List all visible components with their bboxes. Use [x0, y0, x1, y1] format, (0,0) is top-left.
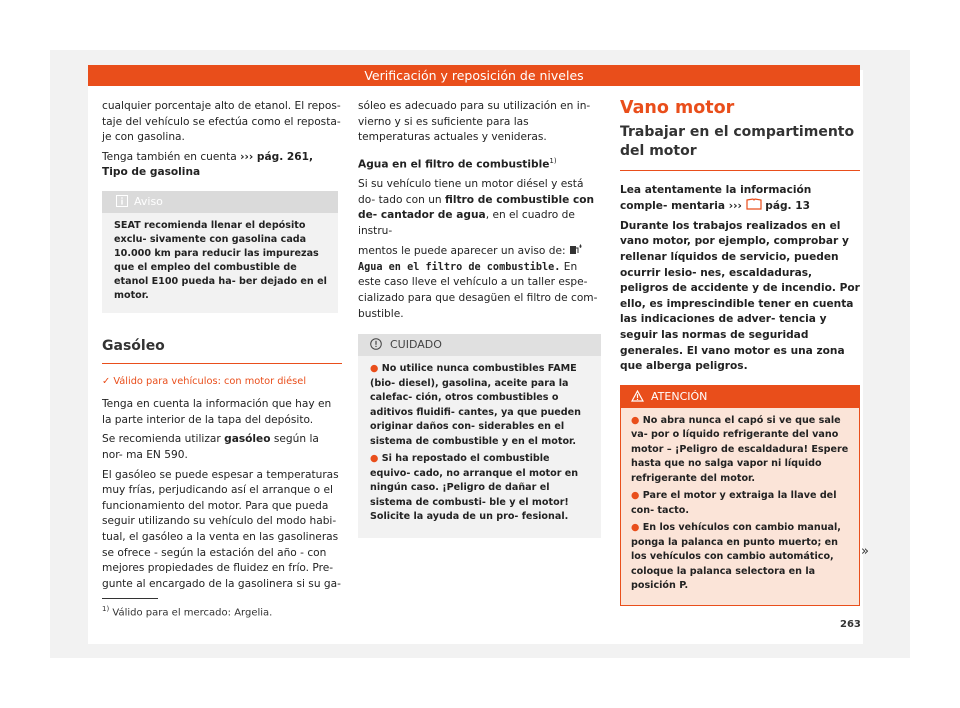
- trabajar-heading: Trabajar en el compartimento del motor: [620, 123, 860, 171]
- bullet: ●: [370, 363, 382, 375]
- footnote: $^{1)}$ Válido para el mercado: Argelia.: [102, 605, 273, 619]
- paragraph: El gasóleo se puede espesar a temperaturas muy frías, perjudicando así el arranque o el funcionamiento del motor. Para que pueda seguir utilizando su vehículo del modo habi- tual, el gasóleo a la venta en las gasolineras se ofrece - según la estación del año - con mejores propiedades de fluidez en frío. Pre- gunte al encargado de la gasolinera si su ga-: [102, 468, 341, 590]
- column-middle: [358, 99, 603, 538]
- footnote-divider: [102, 598, 158, 599]
- footnote-ref: 1): [549, 156, 557, 165]
- validity-note: ✓ Válido para vehículos: con motor diésel: [102, 375, 307, 387]
- paragraph: Si su vehículo tiene un motor diésel y está do- tado con un filtro de combustible con de- cantador de agua, en el cuadro de instru-: [358, 177, 595, 237]
- atencion-warning-box: [620, 385, 860, 606]
- list-item: ● Si ha repostado el combustible equivo- cado, no arranque el motor en ningún caso. ¡Peligro de dañar el sistema de combusti- ble y el motor! Solicite la ayuda de un pro- fesional.: [370, 453, 579, 523]
- list-item: ● No abra nunca el capó si ve que sale va- por o líquido refrigerante del vano motor – ¡Peligro de escaldadura! Espere hasta que no salga vapor ni líquido refrigerante del motor.: [631, 414, 849, 484]
- filtro-heading: Agua en el filtro de combustible$^{1)}$: [358, 156, 557, 171]
- list-item: ● Pare el motor y extraiga la llave del con- tacto.: [631, 490, 837, 516]
- section-header: Verificación y reposición de niveles: [88, 65, 860, 86]
- paragraph: Lea atentamente la información comple- mentaria ››› pág. 13: [620, 183, 812, 213]
- atencion-text: [621, 408, 859, 605]
- gasoleo-heading: Gasóleo: [102, 339, 342, 364]
- page-number: 263: [840, 619, 861, 630]
- cuidado-text: [358, 356, 601, 538]
- caution-circle-icon: [370, 338, 382, 350]
- bullet: ●: [631, 522, 643, 534]
- cuidado-warning-box: [358, 334, 601, 538]
- bullet: ●: [631, 490, 643, 502]
- bullet: ●: [631, 414, 643, 426]
- paragraph: Tenga en cuenta la información que hay en la parte interior de la tapa del depósito.: [102, 398, 332, 426]
- list-item: ● En los vehículos con cambio manual, ponga la palanca en punto muerto; en los vehículos con cambio automático, coloque la palanca selectora en la posición P.: [631, 522, 841, 592]
- paragraph: cualquier porcentaje alto de etanol. El repos- taje del vehículo se efectúa como el reposta- je con gasolina.: [102, 100, 341, 144]
- warning-triangle-icon: [631, 390, 644, 402]
- cross-reference-link[interactable]: ››› pág. 261, Tipo de gasolina: [102, 150, 314, 179]
- info-icon: [116, 195, 128, 207]
- aviso-note-box: [102, 191, 338, 313]
- column-right: [620, 99, 860, 606]
- paragraph: mentos le puede aparecer un aviso de: Agua en el filtro de combustible. En este caso lleve el vehículo a un taller espe- cializado para que desagüen el filtro de com- bustible.: [358, 245, 598, 320]
- fuel-filter-icon: [569, 243, 583, 255]
- list-item: ● No utilice nunca combustibles FAME (bio- diesel), gasolina, aceite para la calefac- ción, otros combustibles o aditivos fluidifi- cantes, ya que pueden originar daños con- siderables en el sistema de combustible y en el motor.: [370, 363, 582, 447]
- cuidado-header: CUIDADO: [358, 334, 601, 356]
- aviso-header: Aviso: [102, 191, 338, 213]
- bullet: ●: [370, 453, 382, 465]
- paragraph: Durante los trabajos realizados en el vano motor, por ejemplo, comprobar y rellenar líquidos de servicio, pueden ocurrir lesio- nes, escaldaduras, peligros de accidente y de incendio. Por ello, es imprescindible tener en cuenta las indicaciones de adver- tencia y seguir las normas de seguridad generales. El vano motor es una zona que alberga peligros.: [620, 219, 860, 373]
- paragraph: sóleo es adecuado para su utilización en in- vierno y si es suficiente para las temperaturas actuales y venideras.: [358, 100, 591, 144]
- instrument-message: Agua en el filtro de combustible.: [358, 261, 561, 273]
- paragraph: Tenga también en cuenta ››› pág. 261, Tipo de gasolina: [102, 150, 314, 179]
- book-reference-icon[interactable]: [746, 198, 762, 210]
- column-left: [102, 99, 342, 596]
- checkmark-icon: ✓: [102, 375, 114, 387]
- continue-marker: »: [861, 544, 869, 559]
- atencion-header: ATENCIÓN: [621, 386, 859, 408]
- vano-motor-heading: Vano motor: [620, 98, 735, 118]
- aviso-text: SEAT recomienda llenar el depósito exclu- sivamente con gasolina cada 10.000 km para reducir las impurezas que el empleo del combustible de etanol E100 pueda ha- ber dejado en el motor.: [114, 219, 327, 301]
- paragraph: Se recomienda utilizar gasóleo según la nor- ma EN 590.: [102, 433, 319, 461]
